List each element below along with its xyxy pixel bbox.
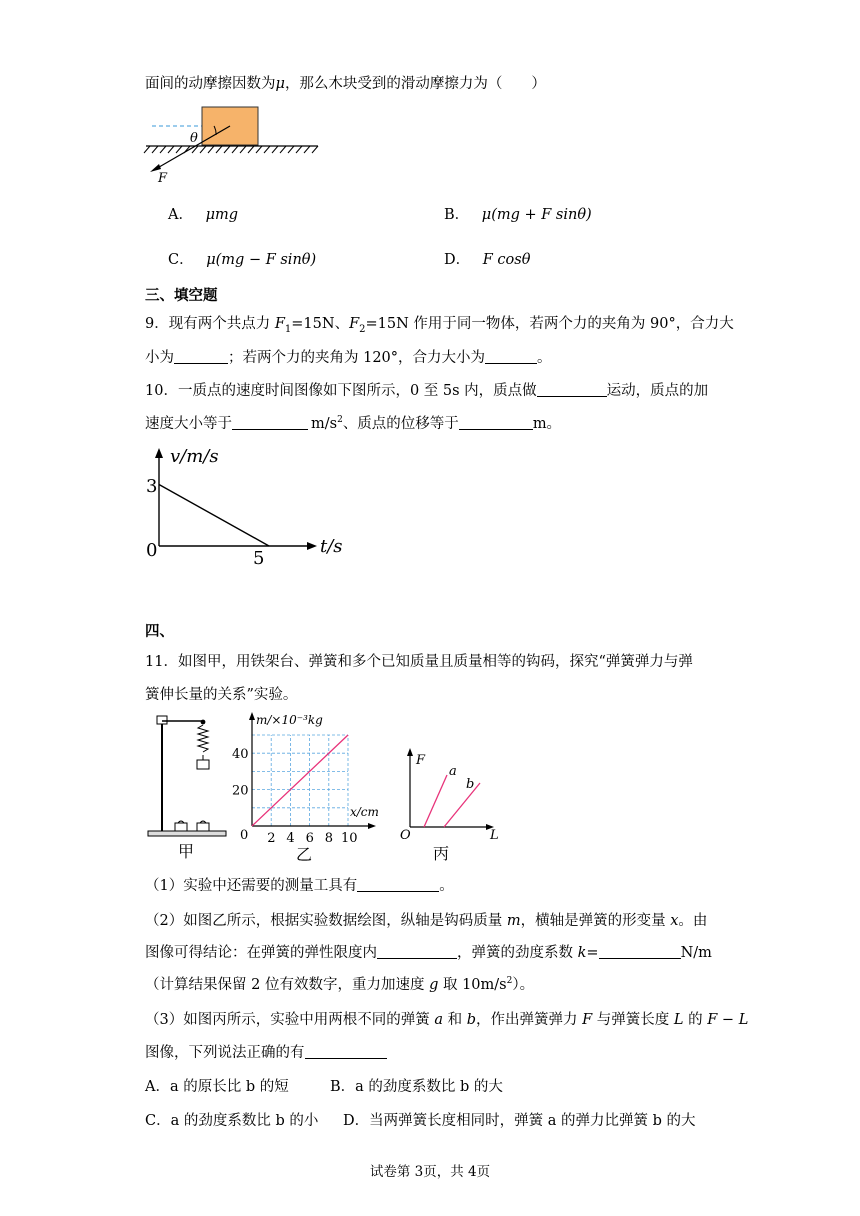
option-letter: A． xyxy=(168,207,193,223)
q9-text: 小为 xyxy=(145,350,174,366)
q9-f1: F xyxy=(274,316,285,332)
q11-F: F xyxy=(582,1012,593,1028)
q11-text: （1）实验中还需要的测量工具有 xyxy=(145,878,358,894)
fig-jia-label: 甲 xyxy=(178,842,195,861)
bing-F: F xyxy=(416,753,426,768)
q10-line1 xyxy=(145,379,708,400)
q11-p3-line2 xyxy=(145,1041,387,1062)
q10-text: 运动，质点的加 xyxy=(606,383,709,399)
q11-text: （2）如图乙所示，根据实验数据绘图，纵轴是钩码质量 xyxy=(145,913,507,929)
y-axis-arrow xyxy=(249,712,255,720)
option-expression: F cosθ xyxy=(482,252,531,268)
vt-ylabel: v/m/s xyxy=(170,446,219,467)
q8-option-b[interactable] xyxy=(444,203,592,224)
q8-option-a[interactable] xyxy=(168,203,238,224)
q11-text: （计算结果保留 2 位有效数字，重力加速度 xyxy=(145,977,430,993)
spare-weight-1 xyxy=(175,823,187,831)
x-tick-label: 4 xyxy=(286,831,295,846)
fig-bing-graph xyxy=(396,740,511,864)
vt-xlabel: t/s xyxy=(320,536,343,557)
section-4-title: 四、 xyxy=(145,623,174,640)
q11-text: 。 xyxy=(439,878,454,894)
q11-b: b xyxy=(466,1012,477,1028)
bing-L: L xyxy=(490,828,499,843)
q9-line2 xyxy=(145,346,552,367)
option-letter: D． xyxy=(444,252,471,268)
q11-FL: F − L xyxy=(707,1012,749,1028)
q10-answer-blank-1[interactable] xyxy=(537,382,607,397)
x-tick-label: 8 xyxy=(324,831,334,846)
y-tick-label: 40 xyxy=(232,747,249,763)
q11-answer-blank-1[interactable] xyxy=(357,877,439,892)
force-label: F xyxy=(158,171,168,186)
q11-text: 与弹簧长度 xyxy=(592,1012,674,1028)
q11-L: L xyxy=(673,1012,684,1028)
yi-ylabel: m/×10⁻³kg xyxy=(256,713,323,727)
fig-yi-label: 乙 xyxy=(296,845,313,864)
q11-text: ，横轴是弹簧的形变量 xyxy=(520,913,671,929)
bing-a: a xyxy=(449,764,457,779)
q8-stem-end: ，那么木块受到的滑动摩擦力为（ ） xyxy=(284,76,546,92)
q10-line2 xyxy=(145,412,561,433)
q11-line2: 簧伸长量的关系”实验。 xyxy=(145,687,298,703)
q11-text: 图像，下列说法正确的有 xyxy=(145,1045,305,1061)
hanging-weight xyxy=(197,760,209,769)
q10-vt-graph xyxy=(140,440,360,570)
q8-block-figure xyxy=(140,100,330,186)
q11-p2-line3 xyxy=(145,973,534,994)
q10-text: 速度大小等于 xyxy=(145,416,232,432)
theta-label: θ xyxy=(190,131,198,146)
q11-text: 。由 xyxy=(678,913,708,929)
y-axis-arrow xyxy=(155,448,163,458)
x-tick-label: 6 xyxy=(305,831,314,846)
q11-text: 和 xyxy=(443,1012,467,1028)
spring-b-line xyxy=(444,783,480,827)
q8-option-d[interactable] xyxy=(444,248,530,269)
q10-unit-sup: 2 xyxy=(337,415,343,426)
q9-answer-blank-1[interactable] xyxy=(174,349,228,364)
q11-text: （3）如图丙所示，实验中用两根不同的弹簧 xyxy=(145,1012,435,1028)
q11-m: m xyxy=(506,913,521,929)
bing-b: b xyxy=(466,777,475,792)
vt-origin: 0 xyxy=(146,540,158,561)
option-letter: C． xyxy=(168,252,194,268)
q11-p2-line1 xyxy=(145,909,707,930)
spring xyxy=(198,725,208,752)
q9-text: 9．现有两个共点力 xyxy=(145,316,275,332)
page-footer: 试卷第 3页，共 4页 xyxy=(369,1164,491,1180)
q11-text: ）。 xyxy=(512,977,535,993)
q11-option-b[interactable]: B．a 的劲度系数比 b 的大 xyxy=(330,1079,503,1095)
q8-stem-mu: μ xyxy=(275,76,285,92)
q11-answer-blank-3[interactable] xyxy=(599,944,681,959)
yi-xlabel: x/cm xyxy=(350,805,379,819)
q11-text: 的 xyxy=(683,1012,708,1028)
x-axis-arrow xyxy=(368,823,376,829)
y-tick-label: 0 xyxy=(240,828,249,843)
q8-stem-text: 面间的动摩擦因数为 xyxy=(145,76,276,92)
q11-option-a[interactable]: A．a 的原长比 b 的短 xyxy=(145,1079,289,1095)
q8-option-c[interactable] xyxy=(168,248,316,269)
q11-p1 xyxy=(145,874,454,895)
q10-text: m。 xyxy=(532,416,562,432)
spare-weight-2 xyxy=(197,823,209,831)
fig-jia-apparatus xyxy=(145,712,230,862)
fig-bing-label: 丙 xyxy=(433,844,450,863)
q11-answer-blank-2[interactable] xyxy=(377,944,457,959)
q11-p3-line1 xyxy=(145,1008,748,1029)
q11-text: N/m xyxy=(680,945,712,961)
ground-hatching xyxy=(144,146,318,153)
fig-yi-graph xyxy=(232,708,392,864)
q11-a: a xyxy=(434,1012,443,1028)
option-expression: μmg xyxy=(205,207,239,223)
q11-k: k xyxy=(577,945,587,961)
q11-text: ，作出弹簧弹力 xyxy=(476,1012,583,1028)
vt-xtick: 5 xyxy=(253,548,265,569)
q10-unit: m/s xyxy=(311,416,338,432)
q10-text: 10．一质点的速度时间图像如下图所示，0 至 5s 内，质点做 xyxy=(145,383,537,399)
vt-ytick: 3 xyxy=(146,476,158,497)
q9-text: =15N 作用于同一物体，若两个力的夹角为 90°，合力大 xyxy=(365,316,734,332)
data-line xyxy=(252,735,348,826)
q9-f2: F xyxy=(349,316,360,332)
q10-answer-blank-3[interactable] xyxy=(459,415,533,430)
q9-f1-sub: 1 xyxy=(284,323,292,335)
q11-option-d[interactable]: D．当两弹簧长度相同时，弹簧 a 的弹力比弹簧 b 的大 xyxy=(343,1113,696,1129)
q11-g: g xyxy=(429,977,439,993)
velocity-line xyxy=(159,485,269,547)
q9-line1 xyxy=(145,312,734,335)
option-expression: μ(mg + F sinθ) xyxy=(481,207,592,223)
x-tick-label: 2 xyxy=(267,831,276,846)
q9-f2-sub: 2 xyxy=(359,323,366,335)
q11-option-c[interactable]: C．a 的劲度系数比 b 的小 xyxy=(145,1113,319,1129)
option-letter: B． xyxy=(444,207,470,223)
spring-a-line xyxy=(424,775,447,827)
y-axis-arrow xyxy=(407,748,413,756)
x-axis-arrow xyxy=(307,542,317,550)
q10-text: 、质点的位移等于 xyxy=(342,416,459,432)
q8-stem xyxy=(145,72,546,93)
q11-p2-line2 xyxy=(145,941,712,962)
stand-base xyxy=(148,831,226,836)
q10-answer-blank-2[interactable] xyxy=(232,415,308,430)
q11-text: ，弹簧的劲度系数 xyxy=(457,945,578,961)
q11-text: = xyxy=(586,945,599,961)
q11-sup: 2 xyxy=(506,976,513,987)
section-3-title: 三、填空题 xyxy=(145,287,218,304)
q11-line1: 11．如图甲，用铁架台、弹簧和多个已知质量且质量相等的钩码，探究“弹簧弹力与弹 xyxy=(145,654,693,670)
tick-labels xyxy=(232,747,358,846)
q11-text: 图像可得结论：在弹簧的弹性限度内 xyxy=(145,945,377,961)
q11-x: x xyxy=(670,913,679,929)
q9-answer-blank-2[interactable] xyxy=(485,349,537,364)
q9-text: =15N、 xyxy=(291,316,350,332)
hook-point xyxy=(201,720,206,725)
q11-answer-blank-4[interactable] xyxy=(305,1044,387,1059)
clamp xyxy=(157,716,167,724)
q11-text: 取 10m/s xyxy=(438,977,507,993)
q9-text: 。 xyxy=(537,350,552,366)
option-expression: μ(mg − F sinθ) xyxy=(206,252,317,268)
y-tick-label: 20 xyxy=(232,783,249,799)
x-tick-label: 10 xyxy=(341,831,358,846)
bing-O: O xyxy=(400,828,411,843)
q9-text: ；若两个力的夹角为 120°，合力大小为 xyxy=(228,350,486,366)
